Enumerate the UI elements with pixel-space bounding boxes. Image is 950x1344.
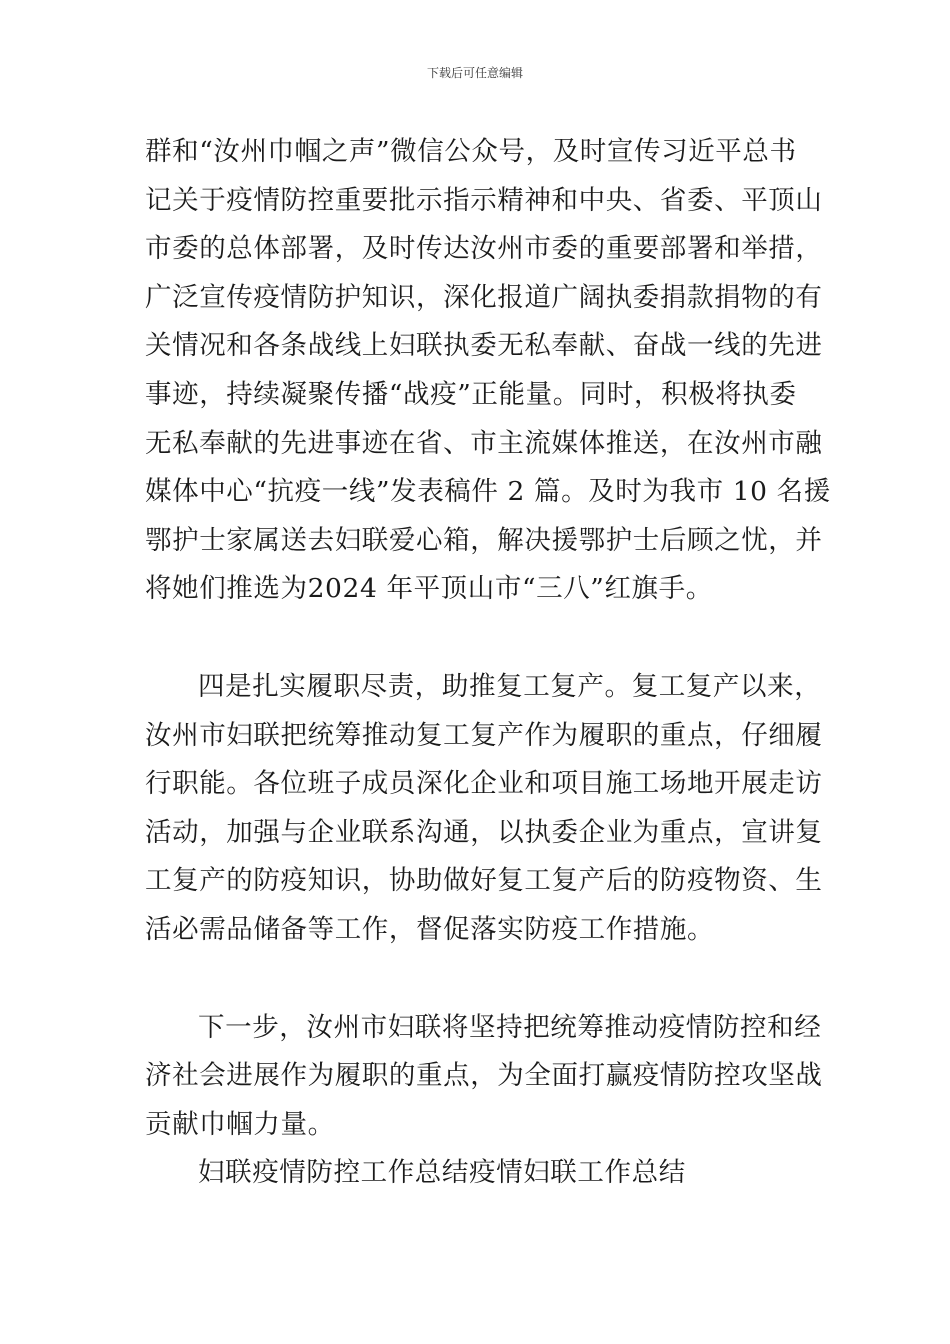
text-line: 广泛宣传疫情防护知识，深化报道广阔执委捐款捐物的有 <box>145 281 823 313</box>
text-line: 活必需品储备等工作，督促落实防疫工作措施。 <box>145 913 715 945</box>
text-line: 媒体中心“抗疫一线”发表稿件 2 篇。及时为我市 10 名援 <box>145 476 831 508</box>
text-line: 贡献巾帼力量。 <box>145 1108 335 1140</box>
text-line: 活动，加强与企业联系沟通，以执委企业为重点，宣讲复 <box>145 816 823 848</box>
text-line: 下一步，汝州市妇联将坚持把统筹推动疫情防控和经 <box>198 1011 822 1043</box>
text-line: 四是扎实履职尽责，助推复工复产。复工复产以来， <box>198 670 822 702</box>
text-line: 行职能。各位班子成员深化企业和项目施工场地开展走访 <box>145 768 823 800</box>
text-line: 鄂护士家属送去妇联爱心箱，解决援鄂护士后顾之忧，并 <box>145 524 823 556</box>
paragraph-3 <box>145 1004 823 1150</box>
paragraph-spacer <box>145 955 807 1004</box>
document-body <box>145 128 831 1198</box>
text-line: 工复产的防疫知识，协助做好复工复产后的防疫物资、生 <box>145 865 823 897</box>
text-line: 记关于疫情防控重要批示指示精神和中央、省委、平顶山 <box>145 184 823 216</box>
text-line: 群和“汝州巾帼之声”微信公众号，及时宣传习近平总书 <box>145 136 797 167</box>
text-line: 汝州市妇联把统筹推动复工复产作为履职的重点，仔细履 <box>145 719 823 751</box>
text-line: 将她们推选为2024 年平顶山市“三八”红旗手。 <box>145 573 713 605</box>
paragraph-1 <box>145 128 831 614</box>
text-line: 无私奉献的先进事迹在省、市主流媒体推送，在汝州市融 <box>145 427 823 459</box>
text-line: 关情况和各条战线上妇联执委无私奉献、奋战一线的先进 <box>145 330 823 362</box>
page-header: 下载后可任意编辑 <box>426 66 523 80</box>
paragraph-2 <box>145 663 823 955</box>
paragraph-spacer <box>145 614 807 663</box>
text-line: 妇联疫情防控工作总结疫情妇联工作总结 <box>198 1157 686 1189</box>
text-line: 市委的总体部署，及时传达汝州市委的重要部署和举措， <box>145 233 823 265</box>
text-line: 事迹，持续凝聚传播“战疫”正能量。同时，积极将执委 <box>145 378 797 410</box>
closing-title <box>145 1149 807 1198</box>
text-line: 济社会进展作为履职的重点，为全面打赢疫情防控攻坚战 <box>145 1060 823 1092</box>
